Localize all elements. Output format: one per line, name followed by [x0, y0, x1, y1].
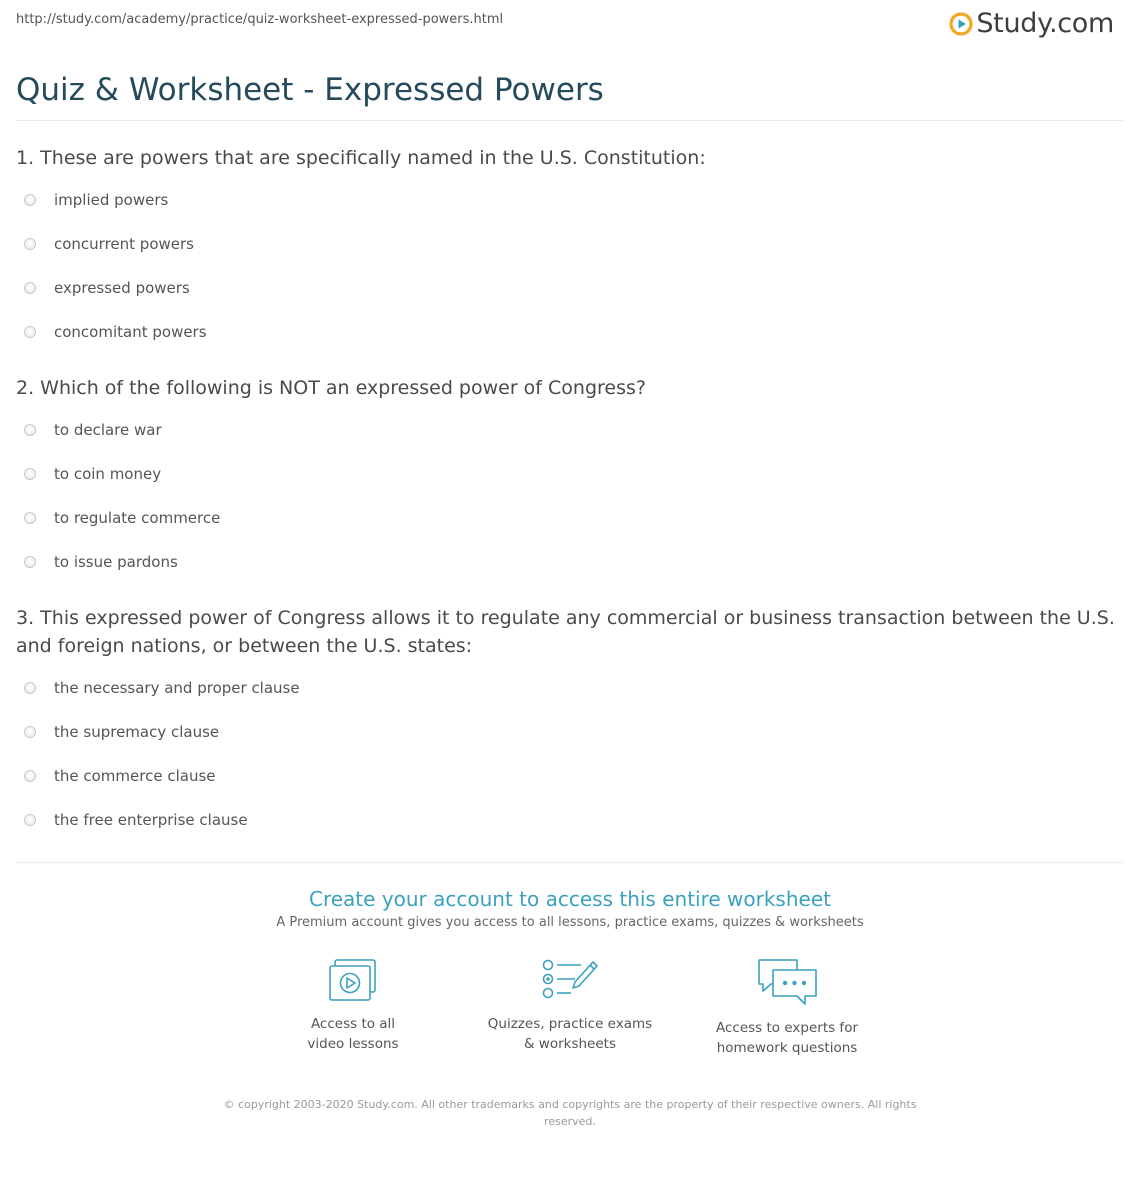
radio-button[interactable] — [24, 468, 36, 480]
option-label: implied powers — [54, 191, 169, 209]
feature-quizzes — [462, 958, 679, 1058]
question-text: 3. This expressed power of Congress allows it to regulate any commercial or business transaction between the U.S. and foreign nations, or between the U.S. states: — [16, 607, 1115, 657]
page-title: Quiz & Worksheet - Expressed Powers — [16, 72, 604, 108]
chat-bubbles-icon — [755, 958, 819, 1006]
radio-button[interactable] — [24, 282, 36, 294]
answer-option[interactable] — [16, 452, 1124, 496]
copyright-notice: © copyright 2003-2020 Study.com. All other trademarks and copyrights are the property of their respective owners. All rights reserved. — [223, 1098, 917, 1128]
answer-option[interactable] — [16, 710, 1124, 754]
option-label: concurrent powers — [54, 235, 194, 253]
radio-button[interactable] — [24, 726, 36, 738]
answer-option[interactable] — [16, 496, 1124, 540]
answer-option[interactable] — [16, 798, 1124, 842]
top-bar — [16, 0, 1124, 58]
option-label: concomitant powers — [54, 323, 207, 341]
feature-label: Access to all video lessons — [307, 1016, 399, 1052]
option-label: to regulate commerce — [54, 509, 221, 527]
radio-button[interactable] — [24, 194, 36, 206]
question-text: 2. Which of the following is NOT an expressed power of Congress? — [16, 377, 646, 399]
answer-option[interactable] — [16, 540, 1124, 584]
question-text: 1. These are powers that are specifically named in the U.S. Constitution: — [16, 147, 706, 169]
video-lessons-icon — [327, 958, 379, 1002]
page-url: http://study.com/academy/practice/quiz-worksheet-expressed-powers.html — [16, 12, 504, 27]
signup-cta — [16, 885, 1124, 1058]
cta-subtitle: A Premium account gives you access to all lessons, practice exams, quizzes & worksheets — [276, 915, 864, 930]
answer-option[interactable] — [16, 178, 1124, 222]
cta-title[interactable]: Create your account to access this entire worksheet — [309, 887, 831, 911]
divider — [16, 862, 1124, 863]
answer-options — [16, 178, 1124, 354]
radio-button[interactable] — [24, 326, 36, 338]
radio-button[interactable] — [24, 512, 36, 524]
feature-video-lessons — [245, 958, 462, 1058]
answer-option[interactable] — [16, 222, 1124, 266]
study-logo[interactable] — [949, 8, 1114, 40]
answer-option[interactable] — [16, 666, 1124, 710]
question-2 — [16, 374, 1124, 584]
feature-label: Access to experts for homework questions — [715, 1020, 858, 1056]
radio-button[interactable] — [24, 770, 36, 782]
feature-list — [16, 958, 1124, 1058]
option-label: the necessary and proper clause — [54, 679, 300, 697]
option-label: the commerce clause — [54, 767, 216, 785]
option-label: to declare war — [54, 421, 162, 439]
radio-button[interactable] — [24, 238, 36, 250]
option-label: to coin money — [54, 465, 162, 483]
option-label: expressed powers — [54, 279, 190, 297]
question-1 — [16, 144, 1124, 354]
option-label: to issue pardons — [54, 553, 178, 571]
question-list — [16, 144, 1124, 842]
feature-label: Quizzes, practice exams & worksheets — [487, 1016, 653, 1052]
answer-option[interactable] — [16, 266, 1124, 310]
play-circle-icon — [949, 12, 973, 36]
option-label: the supremacy clause — [54, 723, 220, 741]
quiz-checklist-icon — [541, 958, 599, 1002]
radio-button[interactable] — [24, 682, 36, 694]
answer-options — [16, 666, 1124, 842]
divider — [16, 120, 1124, 121]
logo-text: Study.com — [976, 8, 1114, 39]
answer-option[interactable] — [16, 754, 1124, 798]
answer-option[interactable] — [16, 408, 1124, 452]
feature-experts — [679, 958, 896, 1058]
radio-button[interactable] — [24, 814, 36, 826]
radio-button[interactable] — [24, 556, 36, 568]
question-3 — [16, 604, 1124, 842]
answer-options — [16, 408, 1124, 584]
answer-option[interactable] — [16, 310, 1124, 354]
option-label: the free enterprise clause — [54, 811, 248, 829]
radio-button[interactable] — [24, 424, 36, 436]
